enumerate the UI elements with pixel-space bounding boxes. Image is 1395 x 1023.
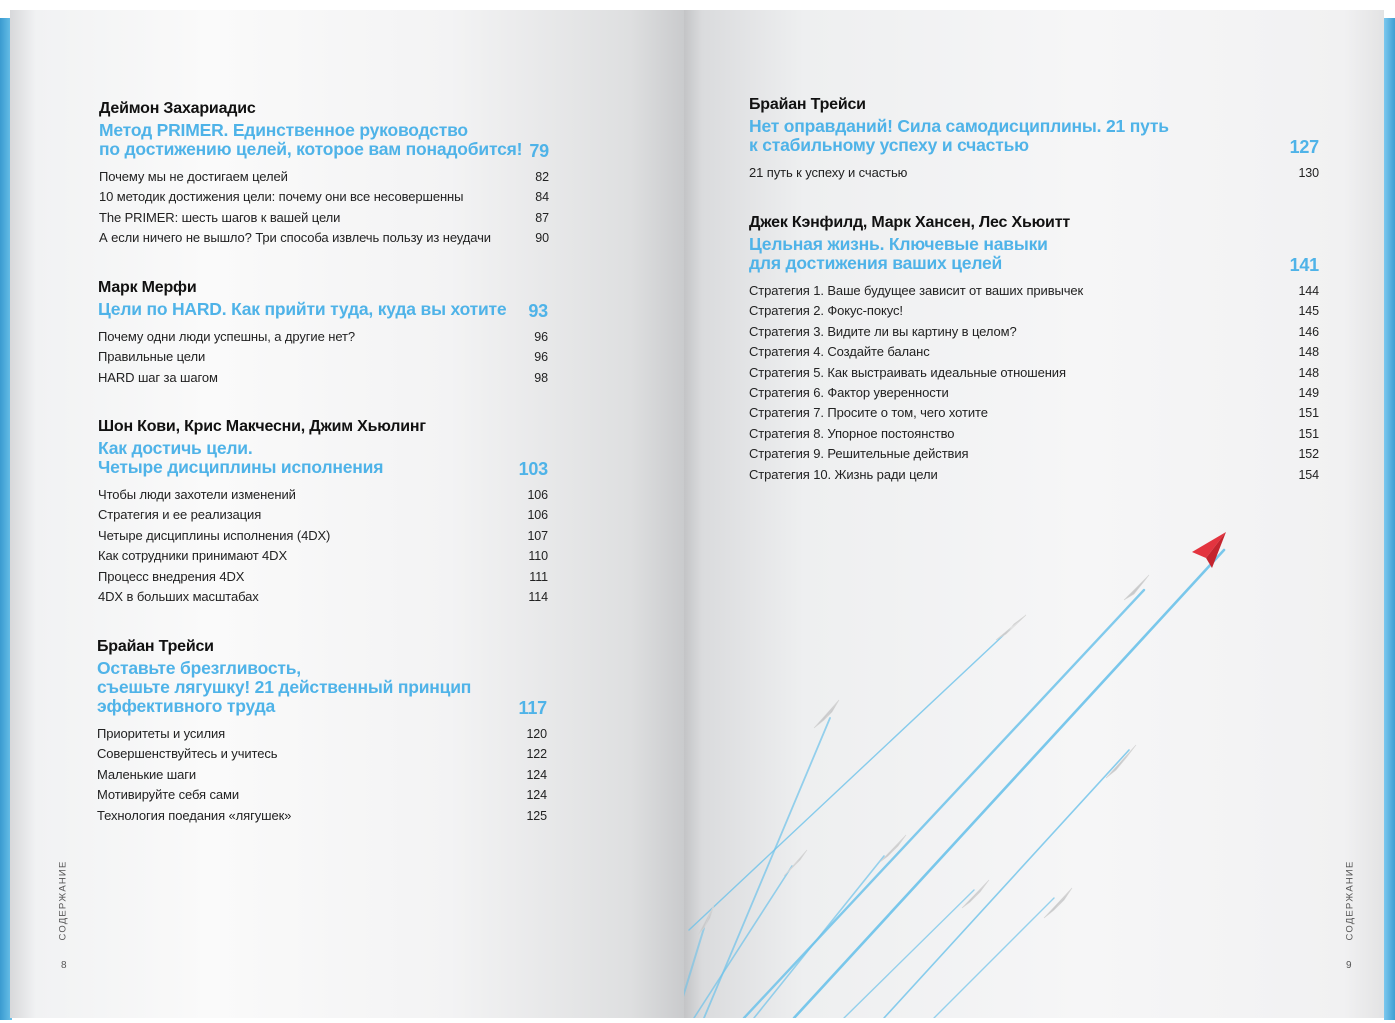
book-title-line: к стабильному успеху и счастью (749, 135, 1029, 155)
author-name: Шон Кови, Крис Макчесни, Джим Хьюлинг (98, 418, 426, 435)
chapter-page: 125 (526, 808, 547, 823)
chapter-title: 4DX в больших масштабах (98, 589, 259, 605)
chapter-entry[interactable] (99, 228, 549, 248)
chapter-list (98, 327, 548, 388)
book-title-line: Четыре дисциплины исполнения (98, 457, 384, 477)
chapter-title: Как сотрудники принимают 4DX (98, 548, 288, 564)
chapter-page: 151 (1298, 406, 1319, 421)
chapter-page: 148 (1298, 365, 1319, 380)
chapter-title: Маленькие шаги (97, 766, 197, 782)
chapter-page: 106 (527, 508, 548, 523)
chapter-entry[interactable] (97, 744, 547, 764)
chapter-entry[interactable] (749, 403, 1319, 423)
paper-plane (814, 700, 839, 728)
chapter-entry[interactable] (98, 347, 548, 367)
chapter-title: Стратегия 9. Решительные действия (749, 446, 969, 462)
chapter-entry[interactable] (97, 724, 547, 744)
book-title[interactable] (98, 439, 548, 477)
plane-trail (689, 630, 1009, 930)
chapter-page: 98 (534, 370, 548, 385)
chapter-title: The PRIMER: шесть шагов к вашей цели (99, 209, 341, 225)
plane-trail (744, 590, 1144, 1018)
chapter-title: Почему мы не достигаем целей (99, 169, 288, 184)
chapter-title: Стратегия 6. Фактор уверенности (749, 385, 949, 401)
chapter-title: Стратегия 1. Ваше будущее зависит от ваших привычек (749, 283, 1084, 298)
paper-plane (784, 850, 807, 876)
chapter-page: 82 (535, 170, 549, 184)
chapter-title: Совершенствуйтесь и учитесь (97, 746, 278, 762)
chapter-entry[interactable] (98, 546, 548, 566)
book-title-line: Нет оправданий! Сила самодисциплины. 21 путь (749, 116, 1169, 136)
chapter-entry[interactable] (98, 567, 548, 587)
chapter-entry[interactable] (98, 526, 548, 546)
plane-trail (884, 750, 1129, 1018)
chapter-list (97, 724, 547, 826)
plane-trail (694, 866, 792, 1018)
plane-trail (934, 898, 1054, 1018)
chapter-page: 84 (535, 190, 549, 205)
chapter-title: Почему одни люди успешны, а другие нет? (98, 329, 355, 344)
toc-section (749, 96, 1319, 183)
book-page-number: 79 (529, 141, 549, 161)
chapter-list (749, 281, 1319, 485)
book-title-line: Цели по HARD. Как прийти туда, куда вы хотите (98, 299, 507, 319)
book-title-line: для достижения ваших целей (749, 253, 1003, 273)
toc-section (99, 100, 549, 249)
chapter-page: 149 (1298, 386, 1319, 401)
author-name: Деймон Захариадис (99, 100, 256, 117)
chapter-title: Стратегия 3. Видите ли вы картину в целом? (749, 323, 1017, 339)
book-title-line: Цельная жизнь. Ключевые навыки (749, 234, 1048, 254)
author-name: Джек Кэнфилд, Марк Хансен, Лес Хьюитт (749, 214, 1070, 231)
chapter-page: 152 (1298, 447, 1319, 462)
chapter-page: 146 (1298, 324, 1319, 339)
chapter-entry[interactable] (97, 785, 547, 805)
book-title[interactable] (749, 235, 1319, 273)
plane-trail (844, 890, 974, 1018)
chapter-entry[interactable] (98, 587, 548, 607)
chapter-entry[interactable] (749, 342, 1319, 362)
chapter-title: Стратегия 10. Жизнь ради цели (749, 466, 938, 482)
book-page-number: 117 (518, 698, 547, 718)
book-page-number: 103 (518, 459, 548, 479)
chapter-title: Стратегия 5. Как выстраивать идеальные отношения (749, 364, 1066, 380)
chapter-entry[interactable] (98, 505, 548, 525)
chapter-title: Мотивируйте себя сами (97, 787, 240, 803)
chapter-title: Технология поедания «лягушек» (97, 807, 292, 823)
book-title-line: эффективного труда (97, 696, 276, 716)
chapter-entry[interactable] (749, 465, 1319, 485)
paper-plane (962, 880, 989, 908)
chapter-title: Чтобы люди захотели изменений (98, 487, 296, 502)
book-title[interactable] (98, 300, 548, 319)
book-title-line: Метод PRIMER. Единственное руководство (99, 120, 468, 140)
right-cover-edge (1384, 18, 1395, 1020)
chapter-entry[interactable] (749, 301, 1319, 321)
chapter-entry[interactable] (99, 187, 549, 207)
book-page-number: 93 (528, 301, 548, 321)
chapter-entry[interactable] (99, 167, 549, 187)
chapter-page: 130 (1298, 166, 1319, 180)
chapter-page: 148 (1298, 345, 1319, 360)
chapter-entry[interactable] (98, 327, 548, 347)
chapter-entry[interactable] (97, 765, 547, 785)
book-page-number: 127 (1289, 137, 1319, 157)
chapter-list (749, 163, 1319, 183)
running-head: СОДЕРЖАНИЕ (1344, 860, 1356, 941)
chapter-title: Стратегия 8. Упорное постоянство (749, 425, 955, 441)
chapter-page: 124 (526, 788, 547, 803)
chapter-page: 154 (1298, 467, 1319, 482)
book-title[interactable] (749, 117, 1319, 155)
chapter-entry[interactable] (749, 424, 1319, 444)
book-title-line: Как достичь цели. (98, 438, 253, 458)
chapter-page: 145 (1298, 304, 1319, 319)
paper-plane (996, 615, 1026, 640)
chapter-page: 96 (534, 350, 548, 365)
chapter-entry[interactable] (749, 281, 1319, 301)
page-number: 8 (61, 960, 67, 971)
book-title[interactable] (99, 121, 549, 159)
author-name: Брайан Трейси (97, 638, 214, 655)
chapter-entry[interactable] (99, 208, 549, 228)
chapter-page: 106 (527, 488, 548, 502)
plane-trail (704, 718, 830, 1018)
chapter-entry[interactable] (749, 163, 1319, 183)
chapter-page: 114 (528, 590, 548, 605)
book-title-line: съешьте лягушку! 21 действенный принцип (97, 677, 472, 697)
left-page (10, 10, 686, 1018)
book-title-line: по достижению целей, которое вам понадобится! (99, 139, 523, 159)
plane-trail (684, 928, 704, 1000)
chapter-entry[interactable] (749, 322, 1319, 342)
toc-section (98, 418, 548, 607)
book-title-line: Оставьте брезгливость, (97, 658, 301, 678)
chapter-entry[interactable] (749, 363, 1319, 383)
chapter-page: 110 (528, 549, 548, 564)
chapter-entry[interactable] (98, 485, 548, 505)
chapter-page: 107 (527, 528, 548, 543)
chapter-title: Стратегия 4. Создайте баланс (749, 344, 930, 360)
chapter-title: Правильные цели (98, 349, 206, 365)
chapter-page: 111 (529, 569, 548, 584)
author-name: Марк Мерфи (98, 279, 197, 296)
book-title[interactable] (97, 659, 547, 716)
chapter-title: Четыре дисциплины исполнения (4DX) (98, 527, 331, 543)
chapter-title: А если ничего не вышло? Три способа извлечь пользу из неудачи (99, 230, 491, 246)
chapter-page: 90 (535, 231, 549, 246)
toc-section (749, 214, 1319, 485)
chapter-list (99, 167, 549, 249)
author-name: Брайан Трейси (749, 96, 866, 113)
chapter-title: Стратегия 7. Просите о том, чего хотите (749, 405, 988, 421)
chapter-title: HARD шаг за шагом (98, 369, 218, 385)
chapter-entry[interactable] (98, 368, 548, 388)
chapter-title: 10 методик достижения цели: почему они все несовершенны (99, 189, 464, 205)
book-page-number: 141 (1289, 255, 1319, 275)
chapter-entry[interactable] (749, 383, 1319, 403)
paper-plane (1124, 575, 1149, 600)
chapter-page: 96 (534, 330, 548, 344)
chapter-page: 124 (526, 767, 547, 782)
toc-section (97, 638, 547, 826)
chapter-title: Процесс внедрения 4DX (98, 568, 245, 584)
chapter-page: 120 (526, 727, 547, 741)
toc-section (98, 279, 548, 388)
chapter-title: Приоритеты и усилия (97, 726, 226, 741)
running-head: СОДЕРЖАНИЕ (57, 860, 69, 941)
chapter-title: Стратегия и ее реализация (98, 507, 262, 523)
page-number: 9 (1346, 960, 1352, 971)
chapter-page: 144 (1298, 284, 1319, 298)
right-page (684, 10, 1384, 1018)
chapter-entry[interactable] (97, 806, 547, 826)
paper-plane (1106, 745, 1136, 778)
chapter-list (98, 485, 548, 607)
chapter-entry[interactable] (749, 444, 1319, 464)
chapter-title: 21 путь к успеху и счастью (749, 165, 908, 180)
chapter-page: 87 (535, 210, 549, 225)
chapter-page: 151 (1298, 426, 1319, 441)
chapter-page: 122 (526, 747, 547, 762)
plane-trail (794, 550, 1224, 1018)
chapter-title: Стратегия 2. Фокус-покус! (749, 303, 903, 319)
